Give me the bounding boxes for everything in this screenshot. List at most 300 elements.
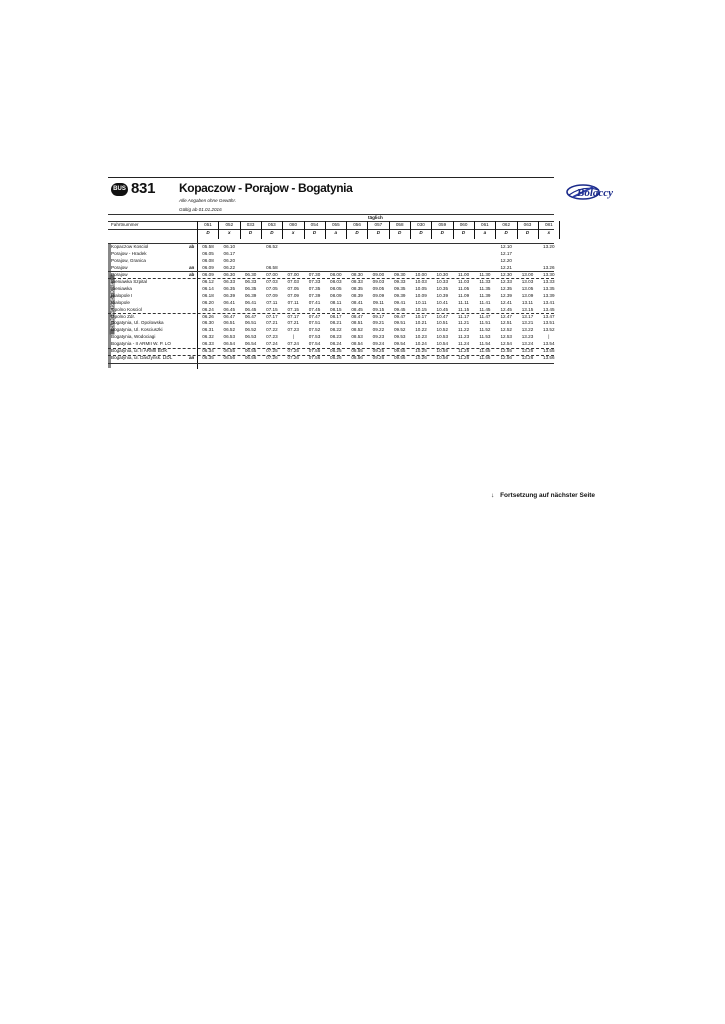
departure-time: 11.03: [458, 278, 470, 284]
departure-time: 06.22: [223, 264, 236, 270]
departure-time: 06.14: [202, 285, 214, 291]
day-code: x: [547, 230, 551, 235]
departure-time: 08.55: [351, 348, 363, 354]
departure-time: 08.39: [351, 292, 363, 298]
departure-time: 09.17: [372, 313, 385, 319]
departure-time: 10.24: [415, 341, 427, 347]
departure-time: 06.53: [223, 334, 236, 340]
arrival-departure-mark: an: [189, 355, 195, 361]
departure-time: 13.56: [543, 355, 555, 361]
departure-time: 13.39: [543, 292, 555, 298]
arrival-departure-mark: ab: [189, 271, 195, 277]
stop-name: Porajow, Granica: [111, 257, 146, 263]
departure-time: 06.41: [223, 299, 236, 305]
departure-time: 07.09: [266, 292, 278, 298]
departure-time: 09.54: [393, 341, 406, 347]
row-separator-dashed: [108, 348, 554, 349]
departure-time: 09.47: [393, 313, 406, 319]
departure-time: 06.55: [223, 348, 236, 354]
departure-time: 07.54: [308, 341, 321, 347]
departure-time: 07.00: [287, 271, 299, 277]
departure-time: 07.15: [266, 306, 278, 312]
day-code: D: [440, 230, 444, 235]
departure-time: 10.22: [415, 327, 427, 333]
departure-time: 07.33: [308, 278, 321, 284]
departure-time: 07.56: [308, 355, 321, 361]
day-code: D: [376, 230, 381, 235]
departure-time: 06.39: [223, 292, 236, 298]
departure-time: 09.35: [393, 285, 406, 291]
departure-time: 11.52: [479, 327, 491, 333]
departure-time: 08.00: [330, 271, 342, 277]
departure-time: 07.22: [266, 327, 278, 333]
trip-number: 063: [523, 222, 532, 227]
stop-name: Bialopole I: [111, 292, 133, 298]
row-separator-dashed: [108, 278, 554, 279]
departure-time: 07.24: [266, 341, 278, 347]
departure-time: 12.54: [500, 341, 512, 347]
row-rule: [108, 271, 554, 272]
departure-time: 06.39: [244, 292, 257, 298]
stop-name: Bogatynia, ul. Daszynsk. LIDL: [111, 355, 173, 361]
departure-time: 06.45: [223, 306, 236, 312]
departure-time: 08.41: [351, 299, 363, 305]
departure-time: 07.05: [266, 285, 278, 291]
validity-note: Gültig ab 01.01.2016: [179, 207, 222, 212]
departure-time: |: [548, 334, 550, 340]
departure-time: 11.45: [479, 306, 491, 312]
departure-time: 07.25: [266, 348, 278, 354]
departure-time: 06.52: [266, 244, 278, 249]
departure-time: 09.45: [393, 306, 406, 312]
trip-number: 053: [268, 222, 276, 227]
departure-time: 12.45: [500, 306, 512, 312]
departure-time: 06.54: [244, 341, 257, 347]
departure-time: 07.23: [287, 327, 299, 333]
departure-time: 09.30: [393, 271, 406, 277]
departure-time: 11.21: [458, 320, 470, 326]
company-logo: [563, 181, 625, 208]
departure-time: 07.24: [287, 341, 299, 347]
row-separator-dashed: [108, 313, 554, 314]
stop-name: Sieniawka Szpital: [111, 278, 148, 284]
trip-number: 051: [204, 222, 212, 227]
departure-time: 09.09: [372, 292, 385, 298]
day-code: a: [334, 230, 338, 235]
departure-time: 11.56: [479, 355, 491, 361]
departure-time: 11.11: [458, 299, 469, 305]
day-code: D: [419, 230, 423, 235]
departure-time: 11.47: [479, 313, 491, 319]
departure-time: 08.45: [351, 306, 363, 312]
departure-time: 06.52: [244, 327, 257, 333]
departure-time: 09.52: [393, 327, 406, 333]
departure-time: 10.15: [415, 306, 427, 312]
departure-time: 10.35: [436, 285, 449, 291]
day-code: D: [525, 230, 530, 235]
departure-time: 09.39: [393, 292, 406, 298]
departure-time: 13.00: [521, 271, 534, 277]
departure-time: 09.03: [372, 278, 385, 284]
departure-time: 09.26: [372, 355, 385, 361]
departure-time: 08.23: [330, 334, 342, 340]
departure-time: 11.09: [458, 292, 470, 298]
departure-time: 09.55: [393, 348, 406, 354]
bus-icon: BUS: [111, 183, 128, 196]
departure-time: 06.18: [202, 292, 214, 298]
departure-time: 10.39: [436, 292, 449, 298]
departure-time: 10.25: [415, 348, 427, 354]
departure-time: 09.11: [372, 299, 384, 305]
stop-name: Bogatynia, ul. II ARMII BOK: [111, 348, 168, 354]
departure-time: 13.24: [521, 341, 534, 347]
departure-time: 11.30: [479, 271, 491, 277]
departure-time: 06.51: [223, 320, 236, 326]
departure-time: 12.33: [500, 278, 512, 284]
stop-name: Opolno Kosciol: [111, 306, 142, 312]
departure-time: 10.56: [436, 355, 449, 361]
stop-name: Bialopole: [111, 299, 130, 305]
departure-time: 13.55: [543, 348, 555, 354]
departure-time: 13.26: [543, 264, 555, 270]
departure-time: 12.56: [500, 355, 512, 361]
departure-time: 09.25: [372, 348, 385, 354]
departure-time: 05.58: [202, 244, 214, 249]
departure-time: 13.30: [543, 271, 555, 277]
departure-time: 07.25: [287, 348, 299, 354]
departure-time: 06.26: [202, 313, 214, 319]
departure-time: 07.03: [287, 278, 299, 284]
departure-time: 10.41: [436, 299, 449, 305]
departure-time: 13.25: [521, 348, 534, 354]
day-code: D: [270, 230, 274, 235]
departure-time: 12.52: [500, 327, 512, 333]
departure-time: 09.33: [393, 278, 406, 284]
departure-time: 06.35: [223, 285, 236, 291]
stop-name: Kopaczow Kosciol: [111, 244, 149, 249]
departure-time: 07.21: [287, 320, 299, 326]
departure-time: 10.17: [415, 313, 427, 319]
departure-time: 08.56: [351, 355, 363, 361]
departure-time: 07.17: [287, 313, 299, 319]
departure-time: 08.21: [330, 320, 342, 326]
continuation-text: Fortsetzung auf nächster Seite: [500, 492, 596, 499]
trip-number: 058: [395, 222, 404, 227]
departure-time: 11.17: [458, 313, 470, 319]
departure-time: 11.05: [458, 285, 470, 291]
departure-time: 07.53: [308, 334, 321, 340]
departure-time: 11.26: [458, 355, 470, 361]
departure-time: 06.56: [223, 355, 236, 361]
departure-time: 06.35: [244, 285, 257, 291]
departure-time: 11.55: [479, 348, 491, 354]
departure-time: 06.30: [244, 271, 257, 277]
departure-time: 08.35: [351, 285, 363, 291]
day-code: D: [248, 230, 253, 235]
departure-time: 09.56: [393, 355, 406, 361]
departure-time: 11.23: [458, 334, 470, 340]
departure-time: 06.53: [244, 334, 257, 340]
departure-time: 08.53: [351, 334, 363, 340]
departure-time: 07.11: [266, 299, 278, 305]
departure-time: 11.25: [458, 348, 470, 354]
departure-time: 08.47: [351, 313, 363, 319]
departure-time: 11.53: [479, 334, 491, 340]
trip-number: 057: [374, 222, 383, 227]
departure-time: 08.25: [330, 348, 342, 354]
departure-time: 09.05: [372, 285, 385, 291]
departure-time: 08.24: [330, 341, 342, 347]
departure-time: 13.15: [521, 306, 534, 312]
departure-time: 10.00: [415, 271, 427, 277]
trip-number: 081: [544, 222, 553, 227]
departure-time: 13.20: [543, 244, 555, 249]
departure-time: 07.51: [308, 320, 321, 326]
day-code: x: [228, 230, 231, 235]
departure-time: 11.51: [479, 320, 491, 326]
departure-time: 10.23: [415, 334, 427, 340]
departure-time: 06.45: [244, 306, 257, 312]
departure-time: 06.56: [244, 355, 257, 361]
departure-time: 13.11: [521, 299, 534, 305]
departure-time: 13.26: [521, 355, 534, 361]
departure-time: 07.52: [308, 327, 321, 333]
departure-time: 10.54: [436, 341, 449, 347]
departure-time: 06.58: [266, 264, 278, 270]
stop-name: Porajow: [111, 271, 128, 277]
departure-time: 07.45: [308, 306, 321, 312]
departure-time: 06.33: [244, 278, 257, 284]
departure-time: 09.00: [372, 271, 385, 277]
stop-name: Bogatynia, Ul. Kosciuszki: [111, 327, 163, 333]
departure-time: 12.53: [500, 334, 512, 340]
departure-time: 08.11: [330, 299, 342, 305]
logo-text: Bolaccy: [577, 187, 614, 199]
departure-time: 06.12: [202, 278, 214, 284]
trip-number: 033: [246, 222, 255, 227]
departure-time: 08.54: [351, 341, 363, 347]
stop-name: Bogatynia - II ARMII W. P. LO: [111, 341, 171, 347]
trip-number: 080: [289, 222, 298, 227]
stop-name: Porajow: [111, 264, 128, 270]
departure-time: 08.26: [330, 355, 342, 361]
day-code: a: [483, 230, 487, 235]
departure-time: 06.08: [202, 257, 214, 263]
departure-time: 11.33: [479, 278, 491, 284]
departure-time: 06.31: [202, 327, 214, 333]
header-rule: [108, 177, 554, 178]
departure-time: 06.34: [202, 348, 214, 354]
departure-time: 11.39: [479, 292, 491, 298]
trip-number: 060: [459, 222, 468, 227]
day-code: D: [461, 230, 466, 235]
daily-label: täglich: [368, 215, 383, 220]
departure-time: 11.41: [479, 299, 491, 305]
departure-time: 10.51: [436, 320, 449, 326]
departure-time: 06.09: [202, 271, 214, 277]
row-rule: [108, 243, 554, 244]
departure-time: 12.21: [500, 264, 512, 270]
departure-time: 06.17: [223, 250, 236, 256]
departure-time: 08.17: [330, 313, 342, 319]
departure-time: 13.41: [543, 299, 555, 305]
departure-time: 07.15: [287, 306, 299, 312]
departure-time: 06.09: [202, 264, 214, 270]
stop-name: Sieniawka: [111, 285, 132, 291]
departure-time: 10.05: [415, 285, 427, 291]
departure-time: 08.22: [330, 327, 342, 333]
departure-time: 08.33: [351, 278, 363, 284]
row-separator-dashed: [108, 355, 554, 356]
departure-time: 10.53: [436, 334, 449, 340]
departure-time: 10.26: [415, 355, 427, 361]
trip-number: 056: [353, 222, 361, 227]
departure-time: 06.24: [202, 306, 214, 312]
day-code: x: [291, 230, 295, 235]
departure-time: 12.10: [500, 244, 512, 249]
departure-time: 10.47: [436, 313, 449, 319]
departure-time: 07.35: [308, 285, 321, 291]
departure-time: 06.47: [223, 313, 236, 319]
departure-time: 06.20: [223, 257, 236, 263]
stop-name: Porajow - Hradek: [111, 250, 147, 256]
departure-time: 12.35: [500, 285, 512, 291]
departure-time: 08.03: [330, 278, 342, 284]
departure-time: 08.52: [351, 327, 363, 333]
departure-time: 10.52: [436, 327, 449, 333]
departure-time: 09.21: [372, 320, 385, 326]
departure-time: 13.22: [521, 327, 534, 333]
departure-time: 10.21: [415, 320, 427, 326]
stop-name: Opolno Zdr.: [111, 313, 136, 319]
departure-time: 07.05: [287, 285, 299, 291]
departure-time: 12.47: [500, 313, 512, 319]
departure-time: 06.55: [244, 348, 257, 354]
day-code: D: [504, 230, 508, 235]
departure-time: 10.33: [436, 278, 449, 284]
departure-time: 06.54: [223, 341, 236, 347]
trip-number: 055: [331, 222, 340, 227]
departure-time: 12.17: [500, 250, 512, 256]
arrow-down-icon: ↓: [491, 492, 495, 499]
departure-time: 13.35: [543, 285, 555, 291]
departure-time: 13.52: [543, 327, 555, 333]
departure-time: 12.51: [500, 320, 512, 326]
departure-time: 07.26: [287, 355, 299, 361]
departure-time: 11.35: [479, 285, 491, 291]
departure-time: 12.20: [500, 257, 512, 263]
departure-time: 10.30: [436, 271, 449, 277]
departure-time: 13.21: [521, 320, 534, 326]
departure-time: 07.55: [308, 348, 321, 354]
departure-time: 06.33: [223, 278, 236, 284]
departure-time: 07.09: [287, 292, 299, 298]
departure-time: 08.15: [330, 306, 342, 312]
arrival-departure-mark: ab: [189, 244, 195, 249]
departure-time: 13.45: [543, 306, 555, 312]
departure-time: 12.30: [500, 271, 512, 277]
departure-time: 06.30: [223, 271, 236, 277]
departure-time: 07.00: [266, 271, 278, 277]
departure-time: 09.53: [393, 334, 406, 340]
trip-number: 059: [438, 222, 447, 227]
departure-time: 11.15: [458, 306, 470, 312]
departure-time: 06.33: [202, 341, 214, 347]
departure-time: 13.09: [521, 292, 534, 298]
departure-time: 12.55: [500, 348, 512, 354]
departure-time: 13.05: [521, 285, 534, 291]
departure-time: 13.47: [543, 313, 555, 319]
timetable: [108, 214, 554, 370]
day-code: D: [312, 230, 317, 235]
departure-time: 06.51: [244, 320, 257, 326]
departure-time: 06.10: [223, 244, 236, 249]
departure-time: 13.54: [543, 341, 555, 347]
departure-time: 07.17: [266, 313, 278, 319]
departure-time: 11.00: [458, 271, 470, 277]
departure-time: 13.17: [521, 313, 534, 319]
arrival-departure-mark: an: [189, 264, 195, 270]
departure-time: 09.23: [372, 334, 385, 340]
departure-time: 11.22: [458, 327, 470, 333]
departure-time: 11.24: [458, 341, 470, 347]
trip-number: 061: [481, 222, 489, 227]
departure-time: 06.30: [202, 320, 214, 326]
departure-time: 07.11: [287, 299, 299, 305]
departure-time: 09.22: [372, 327, 385, 333]
continuation-note: [491, 492, 595, 499]
departure-time: 13.51: [543, 320, 555, 326]
trip-number: 052: [225, 222, 234, 227]
departure-time: 07.47: [308, 313, 321, 319]
departure-time: 10.09: [415, 292, 427, 298]
trip-number: 030: [417, 222, 425, 227]
departure-time: 10.11: [415, 299, 427, 305]
departure-time: 07.30: [308, 271, 321, 277]
departure-time: 10.03: [415, 278, 427, 284]
departure-time: 09.51: [393, 320, 406, 326]
departure-time: 08.51: [351, 320, 363, 326]
departure-time: 09.15: [372, 306, 385, 312]
day-code: D: [206, 230, 210, 235]
departure-time: 06.52: [223, 327, 236, 333]
stop-name: Bogatynia, Ul. Opolowska: [111, 320, 164, 326]
day-code: D: [398, 230, 402, 235]
departure-time: 07.23: [266, 334, 278, 340]
departure-time: 07.26: [266, 355, 278, 361]
departure-time: 06.41: [244, 299, 257, 305]
trip-number: 054: [310, 222, 319, 227]
departure-time: 08.05: [330, 285, 342, 291]
disclaimer-note: Alle Angaben ohne Gewähr.: [179, 198, 237, 203]
route-title: Kopaczow - Porajow - Bogatynia: [179, 181, 353, 195]
departure-time: 10.45: [436, 306, 449, 312]
departure-time: 09.41: [393, 299, 406, 305]
euro-neisse-ticket-label: EURO-NEISSE-TICKET: [110, 275, 115, 335]
departure-time: 13.23: [521, 334, 534, 340]
departure-time: 09.24: [372, 341, 385, 347]
departure-time: 07.21: [266, 320, 278, 326]
departure-time: 13.03: [521, 278, 534, 284]
departure-time: 12.41: [500, 299, 512, 305]
departure-time: 10.55: [436, 348, 449, 354]
departure-time: 06.32: [202, 334, 214, 340]
stop-name: Bogatynia, Wodociagi: [111, 334, 156, 340]
day-code: D: [355, 230, 359, 235]
departure-time: 12.39: [500, 292, 512, 298]
departure-time: 08.30: [351, 271, 363, 277]
departure-time: 06.35: [202, 355, 214, 361]
